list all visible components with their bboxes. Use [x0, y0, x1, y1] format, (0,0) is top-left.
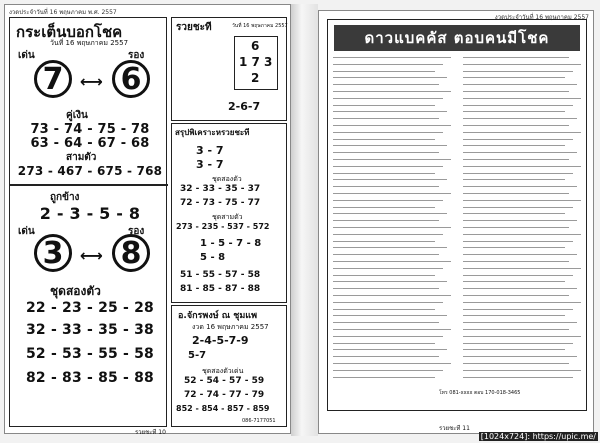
arrow-icon-2: ⟷ — [80, 246, 103, 265]
second-label: รอง — [128, 50, 145, 61]
text-line — [463, 179, 565, 180]
text-line — [463, 343, 573, 344]
left-footer: รวยชะที 10 — [135, 429, 166, 436]
text-line — [463, 309, 573, 310]
text-line — [463, 71, 573, 72]
arrow-icon: ⟷ — [80, 72, 103, 91]
text-line — [333, 370, 443, 371]
contact-line: โทร 081-xxxx ตอบ 170-018-3465 — [439, 390, 521, 396]
grid-sum: 2-6-7 — [228, 100, 261, 113]
text-line — [333, 105, 435, 106]
text-line — [333, 125, 451, 126]
text-line — [463, 105, 573, 106]
author-set-label: ชุดสองตัวเด่น — [202, 367, 244, 375]
text-line — [333, 84, 439, 85]
text-line — [333, 247, 447, 248]
text-line — [333, 268, 443, 269]
text-line — [463, 322, 577, 323]
book-gutter — [291, 4, 318, 436]
text-line — [463, 77, 565, 78]
text-line — [333, 281, 447, 282]
grid-cell-top: 6 — [251, 39, 260, 53]
text-line — [463, 295, 569, 296]
grid-date: วันที่ 16 พฤษภาคม 2557 — [232, 23, 288, 29]
text-line — [333, 118, 439, 119]
text-line — [463, 329, 569, 330]
text-line — [463, 241, 573, 242]
text-line — [333, 98, 443, 99]
column-title: กระเต็นบอกโชค — [16, 23, 123, 41]
text-line — [333, 173, 435, 174]
text-line — [463, 281, 565, 282]
number-grid — [234, 36, 278, 90]
summary-three: 273 - 235 - 537 - 572 — [176, 222, 270, 231]
text-line — [463, 64, 581, 65]
grid-cell-bottom: 2 — [251, 71, 260, 85]
author-name: อ.จักรพงษ์ ณ ชุมแพ — [178, 311, 258, 321]
author-date: งวด 16 พฤษภาคม 2557 — [192, 323, 269, 331]
divider — [10, 184, 168, 186]
text-line — [333, 295, 451, 296]
text-line — [333, 186, 439, 187]
left-column-box — [9, 17, 167, 427]
article-banner: ดาวแบคคัส ตอบคนมีโชค — [334, 25, 580, 51]
set-row-3: 52 - 53 - 55 - 58 — [25, 346, 154, 362]
watermark: [1024x724]: https://upic.me/ — [480, 432, 596, 441]
bottom-digit-circle: 3 — [34, 234, 72, 272]
text-line — [333, 166, 443, 167]
summary-set-b: 72 - 73 - 75 - 77 — [180, 198, 261, 208]
text-line — [463, 200, 581, 201]
text-line — [463, 125, 569, 126]
second-label-2: รอง — [128, 226, 145, 237]
text-line — [333, 254, 439, 255]
text-line — [463, 227, 569, 228]
author-set-b: 72 - 74 - 77 - 79 — [184, 390, 265, 400]
text-line — [333, 207, 435, 208]
pair-label: คู่เงิน — [66, 110, 88, 121]
grid-cell-middle: 1 7 3 — [239, 55, 273, 69]
text-line — [463, 207, 573, 208]
text-line — [463, 315, 565, 316]
three-label: สามตัว — [66, 152, 97, 163]
text-line — [333, 309, 435, 310]
text-line — [463, 132, 581, 133]
text-line — [333, 261, 451, 262]
text-line — [333, 275, 435, 276]
text-line — [463, 288, 577, 289]
pairs-row-2: 63 - 64 - 67 - 68 — [30, 136, 150, 151]
text-line — [463, 349, 565, 350]
text-line — [333, 57, 451, 58]
text-line — [333, 77, 447, 78]
grid-title: รวยชะที — [176, 22, 212, 33]
column-date: วันที่ 16 พฤษภาคม 2557 — [50, 39, 129, 47]
text-line — [463, 254, 577, 255]
text-line — [333, 288, 439, 289]
text-line — [333, 234, 443, 235]
summary-row-1: 3 - 7 — [196, 144, 224, 157]
left-page — [4, 4, 291, 434]
summary-title: สรุปพิเคราะหรวยชะที — [175, 128, 250, 137]
set-row-1: 22 - 23 - 25 - 28 — [25, 300, 154, 316]
text-line — [463, 139, 573, 140]
text-line — [333, 213, 447, 214]
top-digit2-circle: 6 — [112, 60, 150, 98]
text-line — [463, 336, 581, 337]
author-row-2: 5-7 — [188, 350, 207, 361]
summary-row-6b: 81 - 85 - 87 - 88 — [180, 284, 261, 294]
text-line — [463, 363, 569, 364]
summary-row-5b: 5 - 8 — [200, 252, 226, 263]
text-line — [463, 186, 577, 187]
text-line — [333, 336, 443, 337]
text-line — [463, 166, 581, 167]
text-line — [333, 132, 443, 133]
text-line — [463, 275, 573, 276]
text-line — [463, 98, 581, 99]
text-line — [463, 268, 581, 269]
text-line — [333, 152, 439, 153]
text-line — [333, 91, 451, 92]
text-line — [463, 118, 577, 119]
text-line — [463, 111, 565, 112]
bottom-digit2-circle: 8 — [112, 234, 150, 272]
phone: 086-7177051 — [242, 418, 276, 424]
text-line — [333, 302, 443, 303]
text-line — [333, 343, 435, 344]
text-line — [333, 220, 439, 221]
text-line — [333, 139, 435, 140]
text-line — [333, 145, 447, 146]
top-digit-circle: 7 — [34, 60, 72, 98]
text-line — [463, 145, 565, 146]
mid-digits: 2 - 3 - 5 - 8 — [39, 204, 141, 223]
text-line — [463, 152, 577, 153]
text-line — [463, 220, 577, 221]
pairs-row-1: 73 - 74 - 75 - 78 — [30, 122, 150, 137]
text-line — [333, 71, 435, 72]
text-line — [333, 363, 451, 364]
text-line — [463, 213, 565, 214]
right-page — [318, 10, 594, 434]
text-line — [463, 377, 573, 378]
text-line — [463, 173, 573, 174]
text-line — [333, 349, 447, 350]
lead-label: เด่น — [18, 50, 35, 61]
summary-set-a: 32 - 33 - 35 - 37 — [180, 184, 261, 194]
text-line — [333, 227, 451, 228]
sub-label: ถูกข้าง — [50, 192, 80, 203]
author-box — [171, 305, 287, 427]
text-line — [463, 247, 565, 248]
text-line — [463, 91, 569, 92]
left-header: งวดประจำวันที่ 16 พฤษภาคม พ.ศ. 2557 — [9, 9, 117, 16]
text-line — [333, 193, 451, 194]
text-line — [463, 356, 577, 357]
summary-row-6a: 51 - 55 - 57 - 58 — [180, 270, 261, 280]
author-set-a: 52 - 54 - 57 - 59 — [184, 376, 265, 386]
text-line — [463, 84, 577, 85]
text-line — [333, 329, 451, 330]
text-line — [333, 241, 435, 242]
text-line — [463, 57, 569, 58]
right-footer: รวยชะที 11 — [439, 425, 470, 432]
summary-three-label: ชุดสามตัว — [212, 213, 243, 221]
text-line — [333, 200, 443, 201]
summary-row-5a: 1 - 5 - 7 - 8 — [200, 238, 262, 249]
right-header: งวดประจำวันที่ 16 พฤษภาคม 2557 — [494, 14, 589, 21]
summary-row-2: 3 - 7 — [196, 158, 224, 171]
text-line — [463, 234, 581, 235]
summary-set-label: ชุดสองตัว — [212, 175, 242, 183]
text-line — [333, 64, 443, 65]
text-line — [333, 159, 451, 160]
text-line — [463, 370, 581, 371]
author-row-1: 2-4-5-7-9 — [192, 334, 249, 347]
text-line — [333, 322, 439, 323]
text-line — [333, 111, 447, 112]
author-three: 852 - 854 - 857 - 859 — [176, 404, 270, 413]
lead-label-2: เด่น — [18, 226, 35, 237]
text-line — [333, 179, 447, 180]
set-row-2: 32 - 33 - 35 - 38 — [25, 322, 154, 338]
text-line — [333, 356, 439, 357]
set-row-4: 82 - 83 - 85 - 88 — [25, 370, 154, 386]
three-row: 273 - 467 - 675 - 768 — [17, 164, 163, 178]
summary-box — [171, 123, 287, 303]
text-line — [333, 315, 447, 316]
text-line — [463, 159, 569, 160]
text-line — [463, 302, 581, 303]
text-line — [463, 261, 569, 262]
text-line — [333, 377, 435, 378]
grid-box — [171, 17, 287, 121]
set-label: ชุดสองตัว — [50, 284, 101, 298]
text-line — [463, 193, 569, 194]
